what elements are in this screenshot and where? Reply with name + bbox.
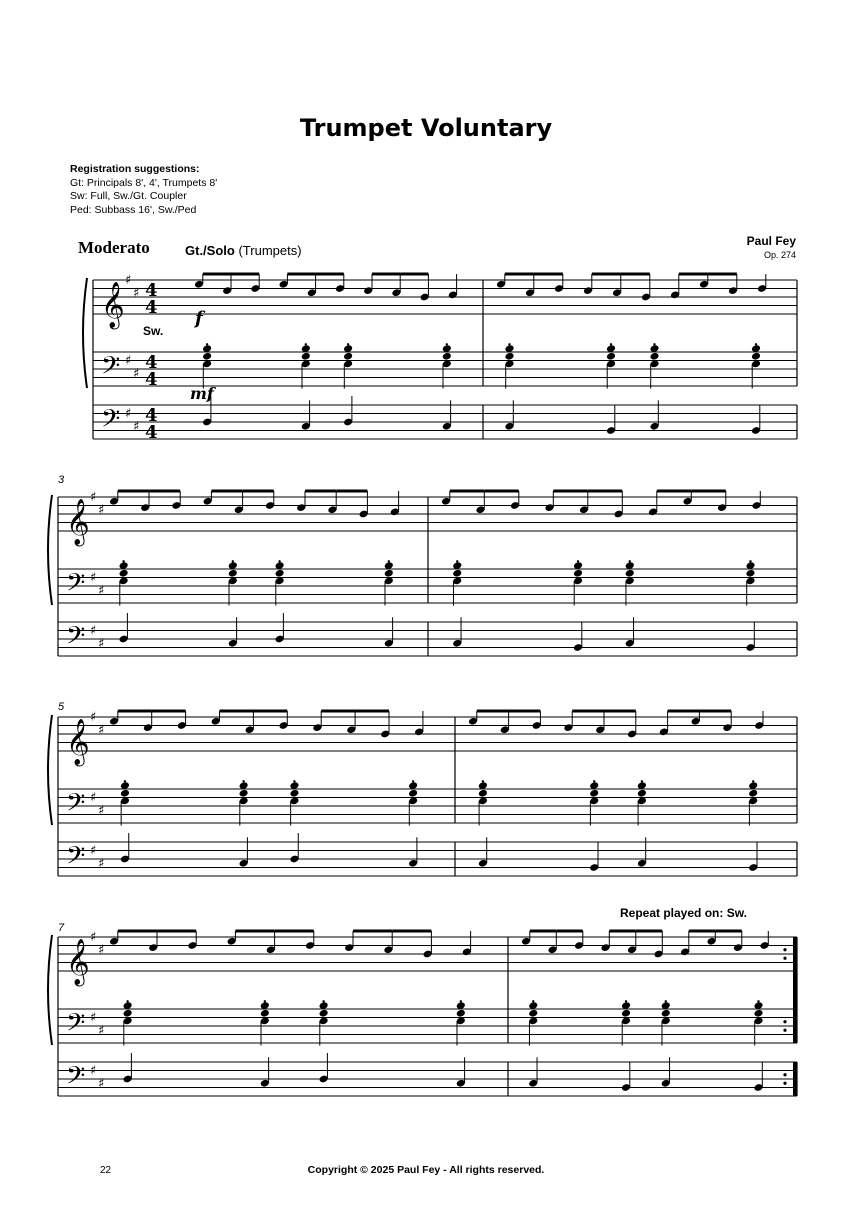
chord-note-head [745, 569, 755, 578]
staccato-dot [629, 560, 631, 562]
staccato-dot [293, 780, 295, 782]
staccato-dot [264, 1000, 266, 1002]
registration-line: Sw: Full, Sw./Gt. Coupler [70, 190, 187, 202]
staccato-dot [206, 343, 208, 345]
key-signature-sharp: ♯ [125, 273, 132, 288]
chord-note-head [606, 352, 616, 361]
chord-note-head [589, 789, 599, 798]
chord-note-head [319, 1009, 329, 1018]
chord-note-head [343, 352, 353, 361]
chord-note-head [625, 569, 635, 578]
repeat-dot [783, 1082, 786, 1085]
chord-note-head [528, 1009, 538, 1018]
staccato-dot [347, 343, 349, 345]
key-signature-sharp: ♯ [133, 419, 140, 435]
staccato-dot [122, 560, 124, 562]
chord-note-head [748, 789, 758, 798]
key-signature-sharp: ♯ [90, 490, 97, 505]
staccato-dot [305, 343, 307, 345]
staccato-dot [593, 780, 595, 782]
chord-note-head [661, 1009, 671, 1018]
dynamic-forte: f [195, 308, 203, 329]
time-signature-bottom: 4 [145, 297, 158, 318]
bass-clef: 𝄢 [101, 351, 121, 387]
registration-line: Ped: Subbass 16', Sw./Ped [70, 203, 197, 216]
staccato-dot [482, 780, 484, 782]
staccato-dot [752, 780, 754, 782]
measure-number: 3 [58, 474, 65, 486]
key-signature-sharp: ♯ [98, 1023, 105, 1039]
key-signature-sharp: ♯ [98, 502, 105, 518]
staccato-dot [456, 560, 458, 562]
repeat-dot [783, 957, 786, 960]
final-barline [793, 1062, 797, 1096]
time-signature-top: 4 [145, 405, 158, 426]
chord-note-head [120, 789, 130, 798]
key-signature-sharp: ♯ [90, 1010, 97, 1026]
repeat-dot [783, 948, 786, 951]
staccato-dot [126, 1000, 128, 1002]
staccato-dot [124, 780, 126, 782]
staccato-dot [508, 343, 510, 345]
key-signature-sharp: ♯ [125, 353, 132, 369]
final-barline [793, 937, 797, 1043]
chord-note-head [289, 789, 299, 798]
key-signature-sharp: ♯ [133, 366, 140, 382]
chord-note-head [456, 1009, 466, 1018]
key-signature-sharp: ♯ [90, 1063, 97, 1079]
key-signature-sharp: ♯ [98, 942, 105, 958]
composer-name: Paul Fey [746, 234, 796, 248]
chord-note-head [275, 569, 285, 578]
manual-brace [48, 495, 52, 605]
staccato-dot [460, 1000, 462, 1002]
key-signature-sharp: ♯ [98, 583, 105, 599]
staccato-dot [641, 780, 643, 782]
staccato-dot [322, 1000, 324, 1002]
chord-note-head [119, 569, 129, 578]
bass-clef: 𝄢 [66, 621, 86, 657]
chord-note-head [504, 352, 514, 361]
staccato-dot [577, 560, 579, 562]
staccato-dot [653, 343, 655, 345]
measure-number: 7 [58, 922, 65, 934]
page-title: Trumpet Voluntary [299, 114, 553, 142]
chord-note-head [649, 352, 659, 361]
staccato-dot [388, 560, 390, 562]
treble-clef: 𝄞 [66, 719, 90, 765]
chord-note-head [452, 569, 462, 578]
key-signature-sharp: ♯ [125, 406, 132, 422]
key-signature-sharp: ♯ [90, 710, 97, 725]
chord-note-head [408, 789, 418, 798]
chord-note-head [228, 569, 238, 578]
key-signature-sharp: ♯ [98, 636, 105, 652]
bass-clef: 𝄢 [66, 788, 86, 824]
staccato-dot [755, 343, 757, 345]
chord-note-head [239, 789, 249, 798]
treble-clef: 𝄞 [66, 939, 90, 985]
page-number: 22 [100, 1165, 112, 1176]
registration-line: Gt: Principals 8', 4', Trumpets 8' [70, 176, 218, 189]
chord-note-head [478, 789, 488, 798]
bass-clef: 𝄢 [66, 1061, 86, 1097]
repeat-dot [783, 1029, 786, 1032]
key-signature-sharp: ♯ [90, 570, 97, 586]
time-signature-top: 4 [145, 352, 158, 373]
chord-note-head [573, 569, 583, 578]
time-signature-bottom: 4 [145, 422, 158, 443]
repeat-dot [783, 1073, 786, 1076]
bass-clef: 𝄢 [101, 404, 121, 440]
chord-note-head [637, 789, 647, 798]
manual-brace [83, 278, 87, 388]
repeat-instruction: Repeat played on: Sw. [620, 906, 747, 920]
key-signature-sharp: ♯ [98, 803, 105, 819]
bass-clef: 𝄢 [66, 841, 86, 877]
manual-brace [48, 715, 52, 825]
key-signature-sharp: ♯ [90, 623, 97, 639]
treble-clef: 𝄞 [66, 499, 90, 545]
swell-manual-label: Sw. [143, 324, 164, 338]
tempo-marking: Moderato [78, 238, 150, 257]
staccato-dot [446, 343, 448, 345]
staccato-dot [749, 560, 751, 562]
bass-clef: 𝄢 [66, 1008, 86, 1044]
chord-note-head [301, 352, 311, 361]
key-signature-sharp: ♯ [133, 285, 140, 301]
key-signature-sharp: ♯ [90, 790, 97, 806]
solo-stop-name: (Trumpets) [238, 243, 302, 258]
chord-note-head [442, 352, 452, 361]
staccato-dot [625, 1000, 627, 1002]
staccato-dot [242, 780, 244, 782]
registration-heading: Registration suggestions: [70, 163, 200, 175]
staccato-dot [412, 780, 414, 782]
time-signature-top: 4 [145, 280, 158, 301]
chord-note-head [260, 1009, 270, 1018]
chord-note-head [384, 569, 394, 578]
key-signature-sharp: ♯ [90, 930, 97, 945]
dynamic-mezzo-forte: mf [190, 384, 214, 403]
manual-brace [48, 935, 52, 1045]
staccato-dot [532, 1000, 534, 1002]
repeat-dot [783, 1020, 786, 1023]
chord-note-head [202, 352, 212, 361]
chord-note-head [123, 1009, 133, 1018]
measure-number: 5 [58, 701, 65, 713]
opus-number: Op. 274 [763, 250, 796, 260]
staccato-dot [232, 560, 234, 562]
key-signature-sharp: ♯ [98, 722, 105, 738]
key-signature-sharp: ♯ [98, 856, 105, 872]
time-signature-bottom: 4 [145, 369, 158, 390]
solo-manual-name: Gt./Solo [185, 243, 235, 258]
treble-clef: 𝄞 [101, 282, 125, 328]
chord-note-head [753, 1009, 763, 1018]
copyright-notice: Copyright © 2025 Paul Fey - All rights reserved. [307, 1164, 545, 1176]
key-signature-sharp: ♯ [90, 843, 97, 859]
bass-clef: 𝄢 [66, 568, 86, 604]
chord-note-head [751, 352, 761, 361]
key-signature-sharp: ♯ [98, 1076, 105, 1092]
staccato-dot [665, 1000, 667, 1002]
chord-note-head [621, 1009, 631, 1018]
staccato-dot [610, 343, 612, 345]
staccato-dot [757, 1000, 759, 1002]
staccato-dot [278, 560, 280, 562]
